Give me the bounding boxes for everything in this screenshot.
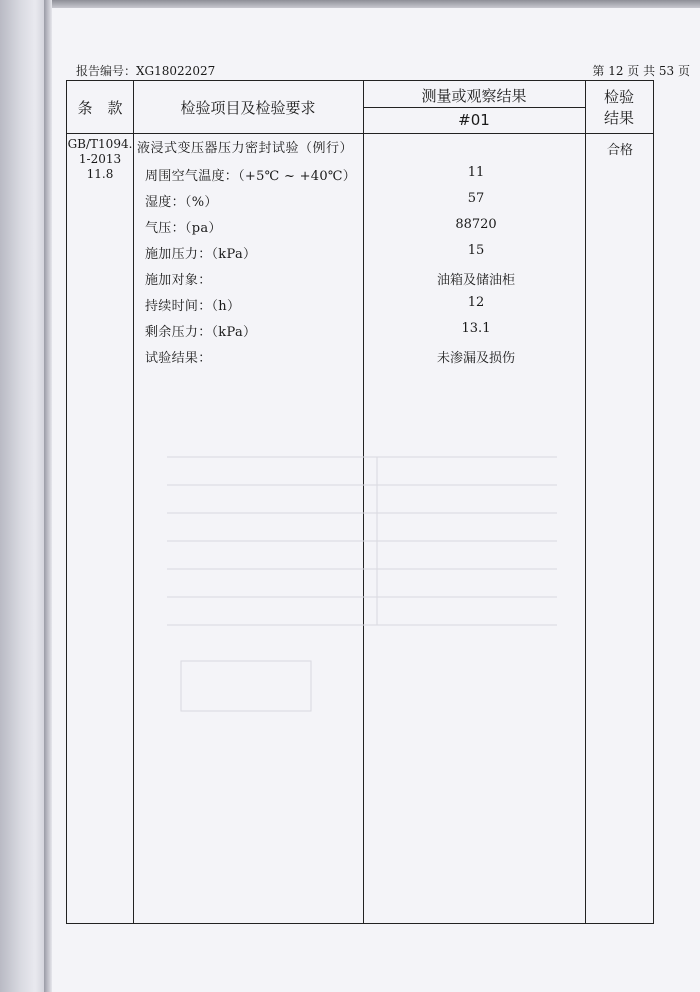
binder-spine [0,0,50,992]
row-value-humidity: 57 [467,191,485,206]
page-counter: 第 12 页 共 53 页 [592,64,690,78]
clause-line: 11.8 [86,167,114,181]
report-page [52,8,700,992]
header-verdict-line2: 结果 [603,109,634,127]
row-label-humidity: 湿度：（%） [145,195,218,210]
row-label-test-result: 试验结果： [145,351,212,366]
col-divider [585,81,586,923]
row-value-duration: 12 [467,295,485,310]
row-label-applied-pressure: 施加压力：（kPa） [145,247,257,262]
row-value-ambient-temp: 11 [467,165,485,180]
header-result: 测量或观察结果 [421,87,527,105]
row-value-residual-pressure: 13.1 [461,321,491,336]
verdict-pass: 合格 [606,143,633,158]
test-item-title: 液浸式变压器压力密封试验（例行） [137,141,354,156]
report-number-value: XG18022027 [136,64,216,78]
clause-line: GB/T1094. [67,137,133,151]
header-sample-id: #01 [458,111,490,129]
show-through-ghost-table [127,361,557,721]
header-divider [67,133,653,134]
header-verdict-line1: 检验 [603,88,634,106]
row-label-residual-pressure: 剩余压力：（kPa） [145,325,257,340]
row-label-test-object: 施加对象： [145,273,212,288]
row-value-applied-pressure: 15 [467,243,485,258]
row-label-ambient-temp: 周围空气温度：（+5℃ ~ +40℃） [145,169,357,184]
row-value-test-object: 油箱及储油柜 [436,273,515,288]
binder-edge [44,0,52,992]
report-number [76,62,215,79]
row-label-air-pressure: 气压：（pa） [145,221,222,236]
row-value-test-result: 未渗漏及损伤 [436,351,515,366]
report-number-label: 报告编号： [76,64,137,78]
inspection-table [66,80,654,924]
clause-line: 1-2013 [78,152,122,166]
row-label-duration: 持续时间：（h） [145,299,241,314]
header-item: 检验项目及检验要求 [180,99,316,117]
row-value-air-pressure: 88720 [455,217,497,232]
header-subdivider [363,107,585,108]
clause-reference [67,137,133,182]
header-clause: 条 款 [77,99,123,117]
